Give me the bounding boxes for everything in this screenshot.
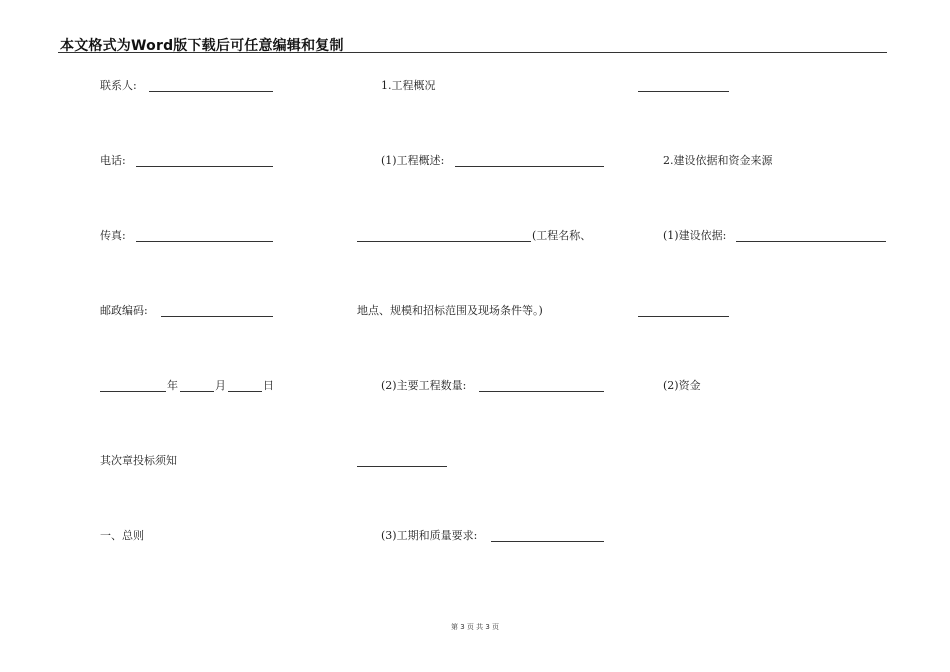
basis-blank [736, 241, 886, 242]
project-location-note: 地点、规模和招标范围及现场条件等。) [357, 304, 543, 317]
phone-blank [136, 166, 273, 167]
month-blank [180, 391, 214, 392]
project-overview-heading: 1.工程概况 [381, 79, 436, 92]
postcode-label: 邮政编码: [100, 304, 148, 317]
day-blank [228, 391, 262, 392]
project-name-note: (工程名称、 [532, 229, 592, 242]
phone-label: 电话: [100, 154, 126, 167]
header-divider [58, 52, 887, 53]
period-quality-label: (3)工期和质量要求: [381, 529, 478, 542]
month-label: 月 [215, 379, 226, 392]
main-quantity-label: (2)主要工程数量: [381, 379, 467, 392]
fax-blank [136, 241, 273, 242]
basis-label: (1)建设依据: [663, 229, 727, 242]
contact-label: 联系人: [100, 79, 137, 92]
document-header: 本文格式为Word版下载后可任意编辑和复制 [60, 38, 344, 54]
quantity-continuation-blank [357, 466, 447, 467]
postcode-blank [161, 316, 273, 317]
project-summary-label: (1)工程概述: [381, 154, 445, 167]
chapter-title: 其次章投标须知 [100, 454, 177, 467]
funds-label: (2)资金 [663, 379, 701, 392]
year-label: 年 [167, 379, 178, 392]
col3-top-blank [638, 91, 729, 92]
basis-continuation-blank [638, 316, 729, 317]
year-blank [100, 391, 166, 392]
general-section-title: 一、总则 [100, 529, 144, 542]
project-summary-blank [455, 166, 604, 167]
basis-funds-heading: 2.建设依据和资金来源 [663, 154, 773, 167]
contact-blank [149, 91, 273, 92]
period-quality-blank [491, 541, 604, 542]
fax-label: 传真: [100, 229, 126, 242]
day-label: 日 [263, 379, 274, 392]
page-number: 第 3 页 共 3 页 [450, 623, 500, 631]
main-quantity-blank [479, 391, 604, 392]
project-name-blank [357, 241, 531, 242]
